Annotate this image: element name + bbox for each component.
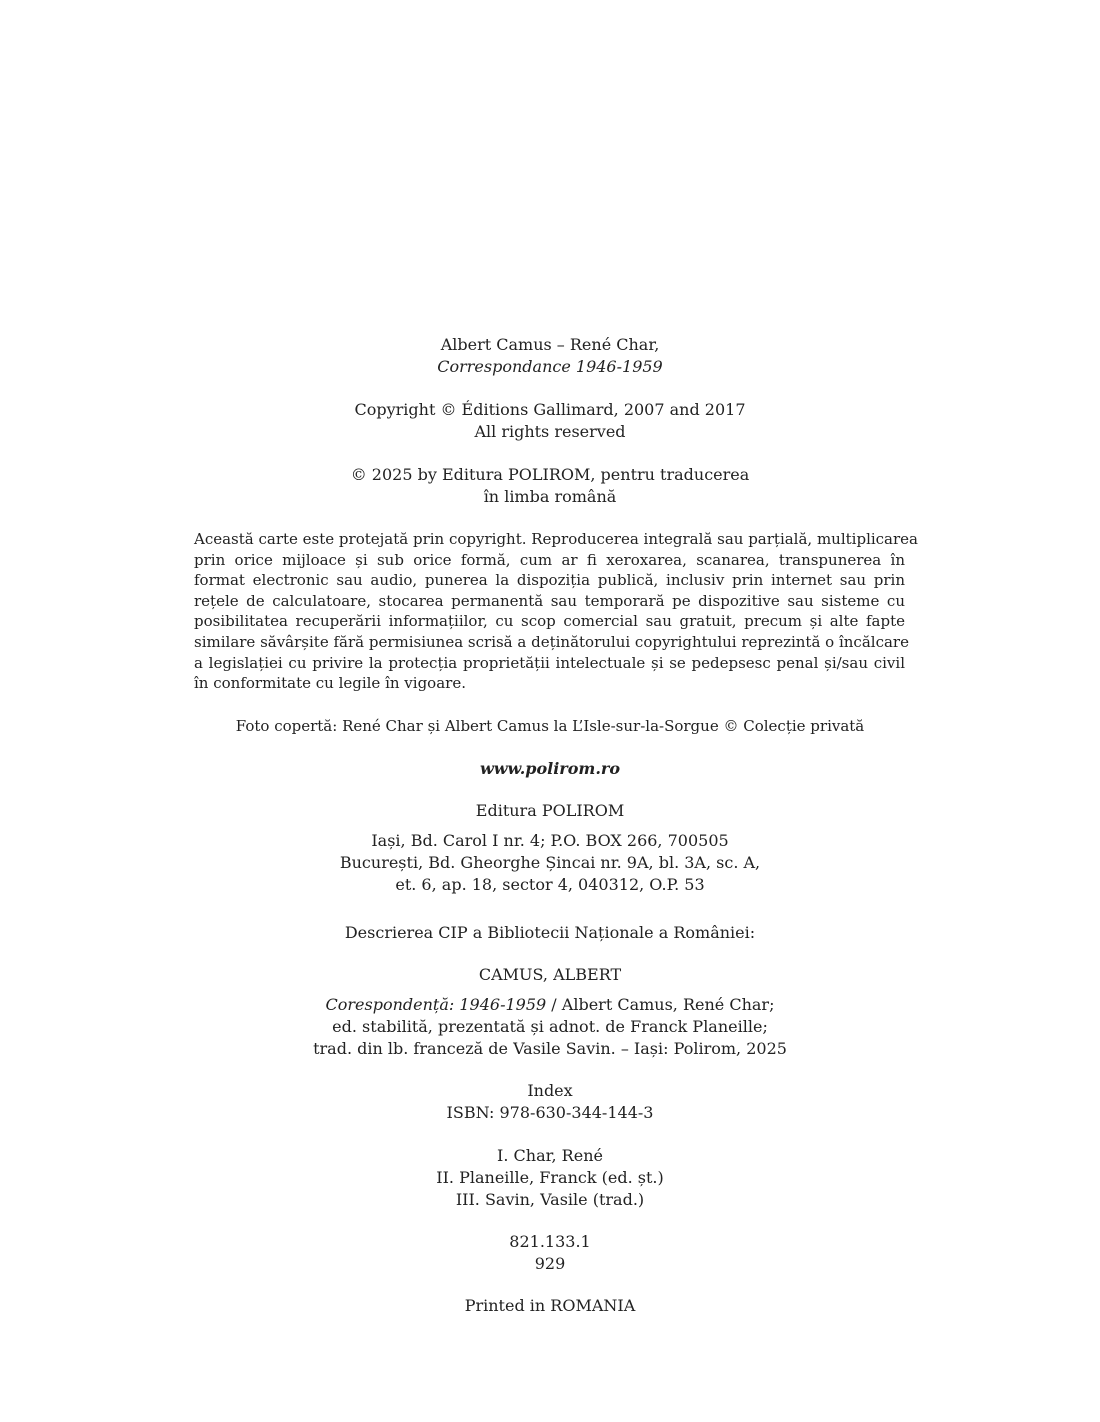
cip-main-entry-block [0,964,1100,986]
legal-notice-line: similare săvârșite fără permisiunea scrisă a deținătorului copyrightului reprezintă o încălcare [194,632,909,651]
copyright-original-line2: All rights reserved [474,422,626,441]
cip-heading: Descrierea CIP a Bibliotecii Naționale a României: [344,923,756,942]
cip-line2: ed. stabilită, prezentată și adnot. de Franck Planeille; [332,1017,768,1036]
cover-photo-credit-block [0,715,1100,737]
publisher-address [0,830,1100,896]
legal-notice-line: prin orice mijloace și sub orice formă, cum ar fi xeroxarea, scanarea, transpunerea în [194,550,905,569]
publisher-address-line2: București, Bd. Gheorghe Șincai nr. 9A, bl. 3A, sc. A, [339,853,761,872]
website-block [0,758,1100,780]
cip-classification [0,1231,1100,1275]
cip-main-entry: CAMUS, ALBERT [478,965,622,984]
cip-line3: trad. din lb. franceză de Vasile Savin. – Iași: Polirom, 2025 [313,1039,787,1058]
publisher-address-line3: et. 6, ap. 18, sector 4, 040312, O.P. 53 [395,875,705,894]
publisher-address-line1: Iași, Bd. Carol I nr. 4; P.O. BOX 266, 700505 [371,831,729,850]
work-title: Correspondance 1946-1959 [437,357,663,376]
website-link[interactable]: www.polirom.ro [480,759,620,778]
copyright-translation-line2: în limba română [483,487,617,506]
cip-added-entry: I. Char, René [497,1146,603,1165]
work-authors: Albert Camus – René Char, [440,335,660,354]
copyright-translation [0,464,1100,508]
legal-notice-line: Această carte este protejată prin copyright. Reproducerea integrală sau parțială, multiplicarea [194,530,918,548]
printed-in: Printed in ROMANIA [464,1296,636,1315]
cip-index-isbn [0,1080,1100,1124]
legal-notice-line: rețele de calculatoare, stocarea permanentă sau temporară pe dispozitive sau sisteme cu [194,591,905,610]
copyright-original [0,399,1100,443]
cover-photo-credit: Foto copertă: René Char și Albert Camus la L’Isle-sur-la-Sorgue © Colecție privată [235,717,865,735]
cip-title-italic: Corespondență: 1946-1959 [325,995,547,1014]
cip-added-entry: III. Savin, Vasile (trad.) [455,1190,645,1209]
cip-heading-block [0,922,1100,944]
cip-title-line [0,994,1100,1016]
cip-isbn: ISBN: 978-630-344-144-3 [446,1103,654,1122]
cip-title-block [0,994,1100,1060]
legal-notice [194,529,918,694]
cip-classification-code: 929 [534,1254,566,1273]
legal-notice-line: posibilitatea recuperării informațiilor, cu scop comercial sau gratuit, precum și alte fapte [194,612,905,631]
cip-title-rest: / Albert Camus, René Char; [546,995,775,1014]
legal-notice-line: în conformitate cu legile în vigoare. [194,674,466,693]
publisher-name-block [0,800,1100,822]
cip-index: Index [527,1081,573,1100]
publisher-name: Editura POLIROM [475,801,625,820]
legal-notice-line: format electronic sau audio, punerea la dispoziția publică, inclusiv prin internet sau prin [194,571,905,590]
legal-notice-line: a legislației cu privire la protecția proprietății intelectuale și se pedepsesc penal și/sau civil [194,653,905,672]
cip-classification-code: 821.133.1 [509,1232,591,1251]
cip-added-entry: II. Planeille, Franck (ed. șt.) [436,1168,664,1187]
cip-added-entries [0,1145,1100,1211]
work-citation [0,334,1100,378]
copyright-original-line1: Copyright © Éditions Gallimard, 2007 and 2017 [354,400,746,419]
copyright-translation-line1: © 2025 by Editura POLIROM, pentru traducerea [350,465,750,484]
printed-in-block [0,1295,1100,1317]
